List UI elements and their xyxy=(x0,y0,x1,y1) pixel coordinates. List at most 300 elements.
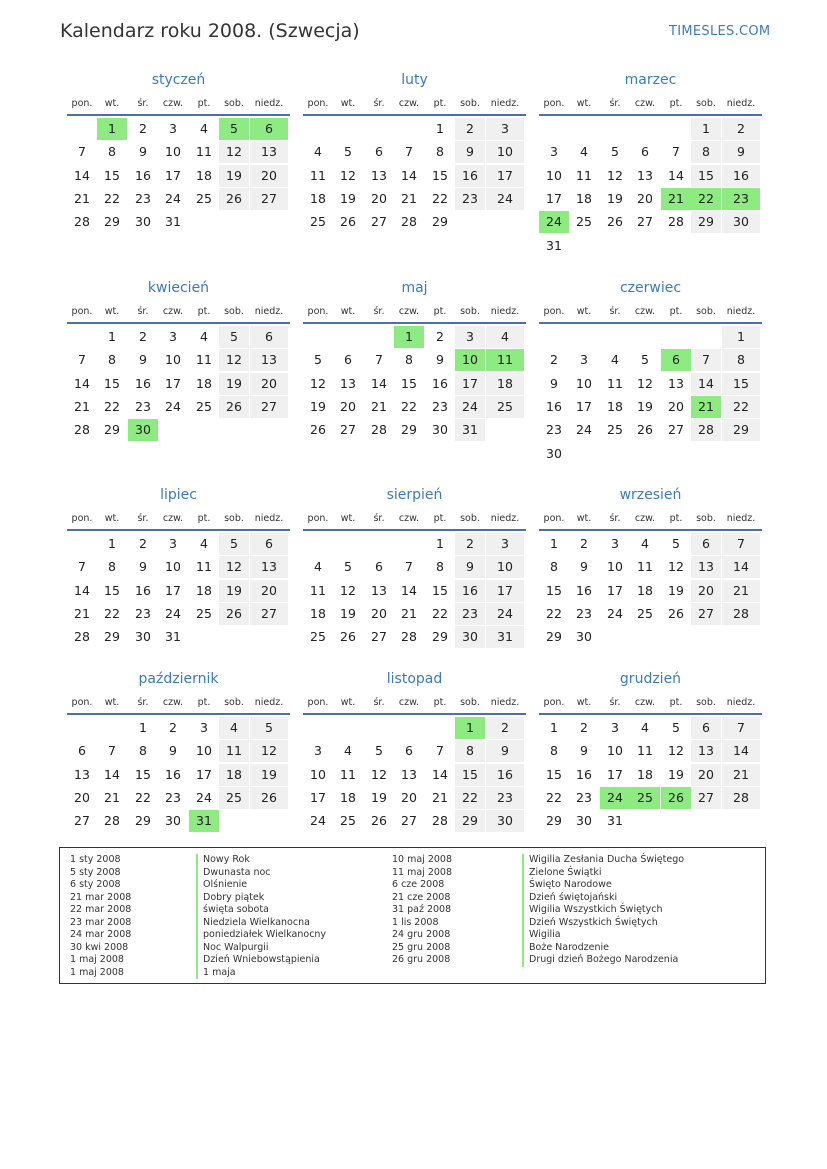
day-cell: 23 xyxy=(455,188,485,210)
day-cell: 26 xyxy=(340,629,356,645)
day-cell: 4 xyxy=(641,720,649,735)
day-cell: 31 xyxy=(455,419,485,441)
day-cell: 23 xyxy=(576,789,592,805)
day-cell: 12 xyxy=(668,743,684,759)
day-cell: 23 xyxy=(135,190,151,206)
day-cell: 15 xyxy=(432,582,448,598)
day-cell: 30 xyxy=(165,813,181,829)
day-cell: 12 xyxy=(668,559,684,575)
day-cell: 8 xyxy=(108,352,116,368)
day-cell: 24 xyxy=(486,188,524,210)
day-cell: 1 xyxy=(550,536,558,551)
day-cell: 28 xyxy=(74,422,90,438)
day-cell: 19 xyxy=(219,373,249,395)
weekday-label: sob. xyxy=(224,306,244,317)
day-cell: 31 xyxy=(189,810,219,832)
day-cell: 9 xyxy=(139,559,147,575)
day-cell: 26 xyxy=(637,422,653,438)
weekday-header xyxy=(539,306,762,320)
weekday-label: śr. xyxy=(373,306,385,317)
day-cell: 4 xyxy=(486,326,524,348)
brand-link[interactable]: TIMESLES.COM xyxy=(669,24,771,39)
day-cell: 8 xyxy=(405,352,413,368)
day-cell: 6 xyxy=(375,144,383,160)
day-cell: 2 xyxy=(139,536,147,551)
day-cell: 17 xyxy=(607,582,623,598)
legend-date: 1 maj 2008 xyxy=(70,954,124,965)
day-cell: 15 xyxy=(455,764,485,786)
weekday-label: wt. xyxy=(340,306,356,317)
day-cell: 5 xyxy=(219,118,249,140)
month-name: luty xyxy=(401,72,428,88)
day-cell: 5 xyxy=(375,743,383,759)
day-cell: 15 xyxy=(546,582,562,598)
day-cell: 30 xyxy=(135,214,151,230)
day-cell: 26 xyxy=(661,787,691,809)
day-cell: 24 xyxy=(310,813,326,829)
weekday-label: wt. xyxy=(576,697,592,708)
day-cell: 10 xyxy=(310,766,326,782)
day-cell: 6 xyxy=(691,533,721,555)
day-cell: 31 xyxy=(486,626,524,648)
day-cell: 27 xyxy=(691,787,721,809)
weekday-label: niedz. xyxy=(490,98,520,109)
day-cell: 23 xyxy=(546,422,562,438)
day-cell: 11 xyxy=(576,167,592,183)
day-cell: 17 xyxy=(486,580,524,602)
legend-holiday-name: poniedziałek Wielkanocny xyxy=(196,929,326,942)
day-cell: 25 xyxy=(637,605,653,621)
day-cell: 19 xyxy=(371,789,387,805)
day-cell: 4 xyxy=(580,144,588,160)
day-cell: 13 xyxy=(340,375,356,391)
day-cell: 19 xyxy=(607,190,623,206)
header-rule xyxy=(303,529,526,531)
weekday-label: sob. xyxy=(696,306,716,317)
weekday-label: niedz. xyxy=(726,98,756,109)
day-cell: 5 xyxy=(611,144,619,160)
legend-holiday-name: Dzień świętojański xyxy=(522,892,684,905)
legend-date: 30 kwi 2008 xyxy=(70,941,129,953)
legend-holiday-name: Dzień Wniebowstąpienia xyxy=(196,954,326,967)
day-cell: 27 xyxy=(668,422,684,438)
day-cell: 5 xyxy=(219,326,249,348)
legend-date: 22 mar 2008 xyxy=(70,904,132,915)
day-cell: 3 xyxy=(486,533,524,555)
day-cell: 14 xyxy=(401,167,417,183)
day-cell: 22 xyxy=(104,190,120,206)
day-cell: 24 xyxy=(600,787,630,809)
day-cell: 3 xyxy=(611,720,619,735)
day-cell: 25 xyxy=(576,214,592,230)
day-cell: 13 xyxy=(691,740,721,762)
weekday-label: wt. xyxy=(340,513,356,524)
day-cell: 20 xyxy=(250,373,288,395)
day-cell: 9 xyxy=(580,559,588,575)
day-cell: 28 xyxy=(74,629,90,645)
day-cell: 27 xyxy=(691,603,721,625)
day-cell: 29 xyxy=(546,629,562,645)
weekday-label: pt. xyxy=(197,98,211,109)
header-rule xyxy=(539,322,762,324)
day-cell: 27 xyxy=(74,813,90,829)
day-cell: 28 xyxy=(722,787,760,809)
weekday-label: pon. xyxy=(543,98,565,109)
day-cell: 7 xyxy=(78,559,86,575)
day-cell: 27 xyxy=(250,396,288,418)
day-cell: 9 xyxy=(455,141,485,163)
day-cell: 14 xyxy=(104,766,120,782)
day-cell: 26 xyxy=(668,605,684,621)
day-cell: 20 xyxy=(250,580,288,602)
day-cell: 13 xyxy=(250,556,288,578)
day-cell: 13 xyxy=(250,141,288,163)
day-cell: 6 xyxy=(641,144,649,160)
month-name: lipiec xyxy=(160,487,197,503)
day-cell: 20 xyxy=(371,190,387,206)
day-cell: 18 xyxy=(196,167,212,183)
weekday-label: czw. xyxy=(162,306,184,317)
day-cell: 4 xyxy=(219,717,249,739)
weekday-label: czw. xyxy=(634,697,656,708)
legend-dates-left xyxy=(70,854,131,979)
day-cell: 3 xyxy=(550,144,558,160)
weekday-label: pt. xyxy=(197,697,211,708)
weekday-label: śr. xyxy=(137,697,149,708)
day-cell: 8 xyxy=(108,559,116,575)
day-cell: 1 xyxy=(394,326,424,348)
day-cell: 11 xyxy=(196,144,212,160)
month-name: maj xyxy=(401,280,428,296)
day-cell: 26 xyxy=(310,422,326,438)
weekday-label: czw. xyxy=(398,306,420,317)
weekday-label: śr. xyxy=(137,513,149,524)
legend-date: 21 mar 2008 xyxy=(70,891,132,903)
day-cell: 13 xyxy=(371,582,387,598)
day-cell: 16 xyxy=(576,766,592,782)
weekday-label: niedz. xyxy=(726,306,756,317)
day-cell: 2 xyxy=(550,352,558,368)
weekday-label: pon. xyxy=(307,98,329,109)
day-cell: 24 xyxy=(165,605,181,621)
weekday-label: niedz. xyxy=(254,697,284,708)
day-cell: 2 xyxy=(455,118,485,140)
day-cell: 22 xyxy=(546,605,562,621)
weekday-label: czw. xyxy=(634,306,656,317)
month-name: czerwiec xyxy=(619,280,682,296)
day-cell: 1 xyxy=(436,121,444,136)
day-cell: 16 xyxy=(486,764,524,786)
weekday-label: wt. xyxy=(104,306,120,317)
day-cell: 16 xyxy=(576,582,592,598)
weekday-label: pt. xyxy=(669,513,683,524)
day-cell: 2 xyxy=(580,720,588,735)
day-cell: 21 xyxy=(401,190,417,206)
weekday-label: pt. xyxy=(669,98,683,109)
day-cell: 11 xyxy=(340,766,356,782)
day-cell: 21 xyxy=(722,764,760,786)
day-cell: 12 xyxy=(219,141,249,163)
day-cell: 24 xyxy=(196,789,212,805)
weekday-label: niedz. xyxy=(490,513,520,524)
day-cell: 14 xyxy=(74,167,90,183)
day-cell: 17 xyxy=(546,190,562,206)
header-rule xyxy=(67,713,290,715)
day-cell: 2 xyxy=(455,533,485,555)
day-cell: 6 xyxy=(250,533,288,555)
day-cell: 8 xyxy=(691,141,721,163)
day-cell: 19 xyxy=(310,398,326,414)
day-cell: 9 xyxy=(436,352,444,368)
day-cell: 16 xyxy=(546,398,562,414)
day-cell: 9 xyxy=(722,141,760,163)
weekday-label: pon. xyxy=(71,513,93,524)
day-cell: 26 xyxy=(371,813,387,829)
day-cell: 29 xyxy=(104,629,120,645)
day-cell: 1 xyxy=(108,329,116,344)
day-cell: 28 xyxy=(722,603,760,625)
day-cell: 13 xyxy=(250,349,288,371)
day-cell: 31 xyxy=(607,813,623,829)
day-cell: 31 xyxy=(165,629,181,645)
legend-holiday-name: Niedziela Wielkanocna xyxy=(196,917,326,930)
day-cell: 11 xyxy=(637,559,653,575)
day-cell: 9 xyxy=(139,352,147,368)
day-cell: 6 xyxy=(405,743,413,759)
day-cell: 25 xyxy=(196,398,212,414)
day-cell: 13 xyxy=(74,766,90,782)
day-cell: 21 xyxy=(722,580,760,602)
day-cell: 17 xyxy=(165,582,181,598)
day-cell: 4 xyxy=(200,121,208,136)
legend-date: 24 gru 2008 xyxy=(392,929,451,940)
weekday-label: pon. xyxy=(307,697,329,708)
day-cell: 10 xyxy=(165,144,181,160)
day-cell: 24 xyxy=(165,398,181,414)
day-cell: 14 xyxy=(722,556,760,578)
day-cell: 16 xyxy=(455,580,485,602)
day-cell: 8 xyxy=(139,743,147,759)
weekday-label: pon. xyxy=(307,306,329,317)
month-name: wrzesień xyxy=(619,487,682,503)
day-cell: 29 xyxy=(546,813,562,829)
day-cell: 14 xyxy=(691,373,721,395)
day-cell: 30 xyxy=(432,422,448,438)
weekday-label: czw. xyxy=(162,697,184,708)
month-name: listopad xyxy=(386,671,443,687)
day-cell: 14 xyxy=(668,167,684,183)
day-cell: 18 xyxy=(637,766,653,782)
day-cell: 2 xyxy=(139,121,147,136)
legend-holiday-name: Boże Narodzenie xyxy=(522,942,684,955)
month-name: październik xyxy=(138,671,219,687)
day-cell: 24 xyxy=(576,422,592,438)
weekday-label: sob. xyxy=(696,697,716,708)
day-cell: 19 xyxy=(219,580,249,602)
day-cell: 6 xyxy=(375,559,383,575)
day-cell: 11 xyxy=(219,740,249,762)
day-cell: 15 xyxy=(546,766,562,782)
day-cell: 25 xyxy=(310,629,326,645)
day-cell: 20 xyxy=(74,789,90,805)
day-cell: 27 xyxy=(371,629,387,645)
day-cell: 16 xyxy=(432,375,448,391)
day-cell: 17 xyxy=(165,167,181,183)
day-cell: 15 xyxy=(104,167,120,183)
weekday-label: niedz. xyxy=(726,697,756,708)
day-cell: 5 xyxy=(344,144,352,160)
day-cell: 16 xyxy=(135,582,151,598)
day-cell: 3 xyxy=(169,536,177,551)
day-cell: 26 xyxy=(607,214,623,230)
day-cell: 8 xyxy=(436,144,444,160)
day-cell: 29 xyxy=(104,214,120,230)
weekday-header xyxy=(539,697,762,711)
day-cell: 12 xyxy=(219,556,249,578)
weekday-label: wt. xyxy=(104,697,120,708)
day-cell: 10 xyxy=(546,167,562,183)
day-cell: 29 xyxy=(401,422,417,438)
weekday-label: pt. xyxy=(197,513,211,524)
day-cell: 30 xyxy=(722,211,760,233)
day-cell: 2 xyxy=(580,536,588,551)
day-cell: 12 xyxy=(250,740,288,762)
weekday-label: wt. xyxy=(576,513,592,524)
day-cell: 19 xyxy=(219,165,249,187)
day-cell: 3 xyxy=(314,743,322,759)
header-rule xyxy=(539,713,762,715)
weekday-label: sob. xyxy=(696,513,716,524)
day-cell: 12 xyxy=(219,349,249,371)
weekday-label: czw. xyxy=(634,513,656,524)
weekday-label: niedz. xyxy=(254,513,284,524)
weekday-label: niedz. xyxy=(726,513,756,524)
weekday-header xyxy=(67,513,290,527)
day-cell: 14 xyxy=(74,375,90,391)
day-cell: 26 xyxy=(340,214,356,230)
legend-holiday-name: święta sobota xyxy=(196,904,326,917)
day-cell: 9 xyxy=(580,743,588,759)
weekday-label: pon. xyxy=(543,697,565,708)
day-cell: 23 xyxy=(432,398,448,414)
day-cell: 1 xyxy=(108,536,116,551)
weekday-label: niedz. xyxy=(254,98,284,109)
day-cell: 13 xyxy=(691,556,721,578)
day-cell: 5 xyxy=(641,352,649,368)
day-cell: 12 xyxy=(310,375,326,391)
day-cell: 8 xyxy=(550,743,558,759)
weekday-label: śr. xyxy=(609,306,621,317)
day-cell: 6 xyxy=(250,326,288,348)
day-cell: 24 xyxy=(165,190,181,206)
day-cell: 1 xyxy=(691,118,721,140)
weekday-label: pt. xyxy=(433,306,447,317)
weekday-label: pon. xyxy=(71,697,93,708)
weekday-label: śr. xyxy=(137,98,149,109)
day-cell: 15 xyxy=(432,167,448,183)
day-cell: 23 xyxy=(165,789,181,805)
day-cell: 6 xyxy=(691,717,721,739)
day-cell: 30 xyxy=(546,445,562,461)
weekday-label: sob. xyxy=(460,98,480,109)
legend-date: 21 cze 2008 xyxy=(392,891,451,903)
day-cell: 25 xyxy=(486,396,524,418)
day-cell: 16 xyxy=(455,165,485,187)
legend-holiday-name: Noc Walpurgii xyxy=(196,942,326,955)
day-cell: 10 xyxy=(607,559,623,575)
legend-names-right xyxy=(522,854,684,967)
month-name: grudzień xyxy=(619,671,682,687)
day-cell: 10 xyxy=(486,556,524,578)
day-cell: 14 xyxy=(401,582,417,598)
day-cell: 8 xyxy=(436,559,444,575)
day-cell: 20 xyxy=(691,580,721,602)
day-cell: 12 xyxy=(637,375,653,391)
day-cell: 23 xyxy=(576,605,592,621)
day-cell: 22 xyxy=(135,789,151,805)
day-cell: 28 xyxy=(104,813,120,829)
day-cell: 18 xyxy=(310,605,326,621)
weekday-label: wt. xyxy=(340,697,356,708)
day-cell: 29 xyxy=(135,813,151,829)
day-cell: 4 xyxy=(344,743,352,759)
day-cell: 5 xyxy=(250,717,288,739)
weekday-header xyxy=(303,306,526,320)
day-cell: 21 xyxy=(74,605,90,621)
weekday-label: pt. xyxy=(669,697,683,708)
weekday-header xyxy=(67,697,290,711)
day-cell: 21 xyxy=(432,789,448,805)
day-cell: 25 xyxy=(310,214,326,230)
day-cell: 10 xyxy=(576,375,592,391)
day-cell: 2 xyxy=(436,329,444,344)
day-cell: 11 xyxy=(310,582,326,598)
weekday-label: śr. xyxy=(609,98,621,109)
day-cell: 15 xyxy=(691,165,721,187)
day-cell: 7 xyxy=(405,144,413,160)
day-cell: 15 xyxy=(722,373,760,395)
header-rule xyxy=(539,529,762,531)
day-cell: 7 xyxy=(78,352,86,368)
day-cell: 17 xyxy=(486,165,524,187)
day-cell: 5 xyxy=(672,536,680,551)
day-cell: 17 xyxy=(196,766,212,782)
day-cell: 26 xyxy=(219,396,249,418)
day-cell: 28 xyxy=(432,813,448,829)
day-cell: 28 xyxy=(691,419,721,441)
day-cell: 5 xyxy=(672,720,680,735)
day-cell: 7 xyxy=(375,352,383,368)
weekday-label: wt. xyxy=(104,513,120,524)
weekday-label: sob. xyxy=(696,98,716,109)
day-cell: 11 xyxy=(196,559,212,575)
legend-holiday-name: Zielone Świątki xyxy=(522,867,684,880)
day-cell: 23 xyxy=(135,605,151,621)
day-cell: 21 xyxy=(104,789,120,805)
weekday-label: wt. xyxy=(576,306,592,317)
day-cell: 2 xyxy=(486,717,524,739)
day-cell: 13 xyxy=(668,375,684,391)
day-cell: 27 xyxy=(637,214,653,230)
day-cell: 31 xyxy=(165,214,181,230)
weekday-label: śr. xyxy=(609,513,621,524)
day-cell: 13 xyxy=(637,167,653,183)
day-cell: 16 xyxy=(135,375,151,391)
weekday-label: sob. xyxy=(460,513,480,524)
day-cell: 3 xyxy=(169,329,177,344)
weekday-label: śr. xyxy=(373,513,385,524)
day-cell: 13 xyxy=(371,167,387,183)
